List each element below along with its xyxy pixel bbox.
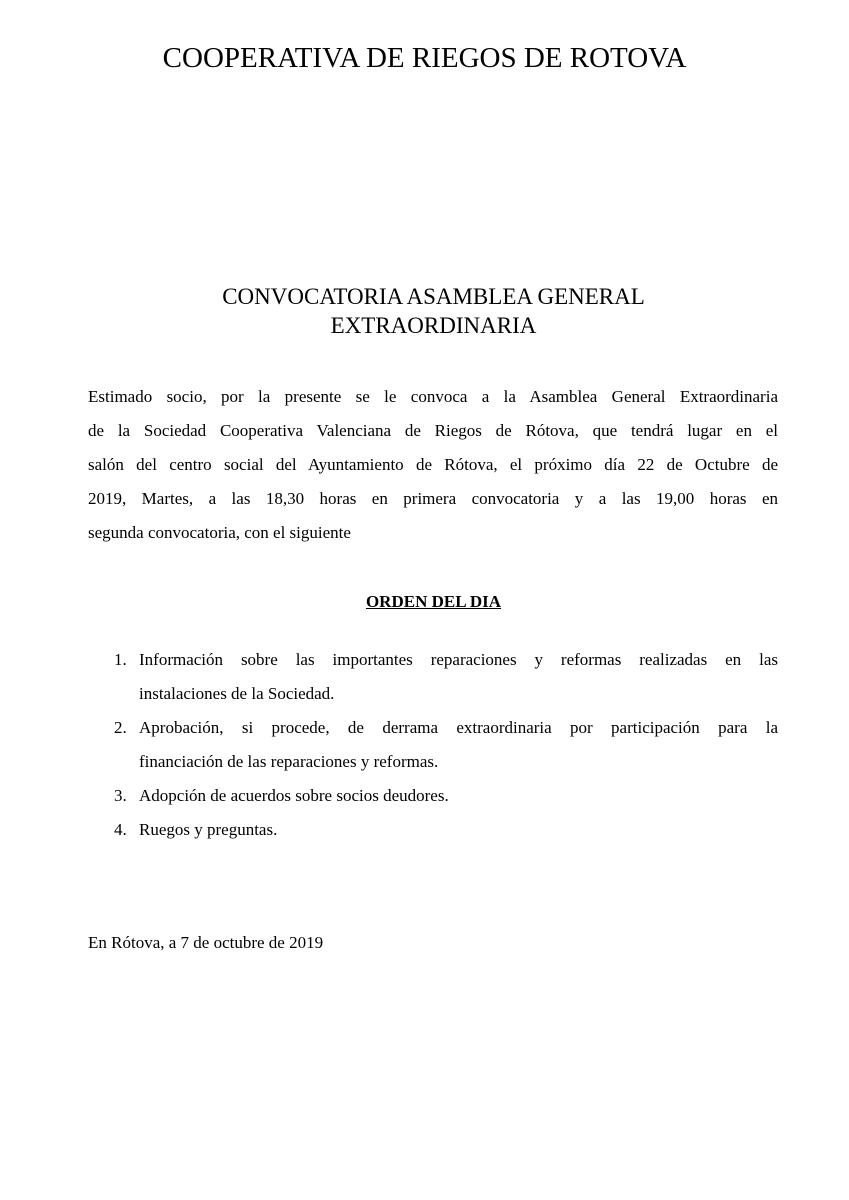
agenda-item-line: Adopción de acuerdos sobre socios deudores. <box>139 786 449 805</box>
agenda-item-text <box>139 779 778 813</box>
agenda-item-number: 4. <box>114 820 127 839</box>
document-title <box>0 282 849 340</box>
agenda-item-number: 2. <box>114 718 127 737</box>
agenda-item <box>88 711 778 779</box>
agenda-item-line: financiación de las reparaciones y reformas. <box>139 752 439 771</box>
agenda-item-text <box>139 813 778 847</box>
agenda-list <box>88 643 778 847</box>
closing-place-date: En Rótova, a 7 de octubre de 2019 <box>88 933 324 952</box>
intro-line: de la Sociedad Cooperativa Valenciana de Riegos de Rótova, que tendrá lugar en el <box>88 421 778 440</box>
agenda-item-line: Aprobación, si procede, de derrama extraordinaria por participación para la <box>139 718 778 737</box>
intro-line: salón del centro social del Ayuntamiento de Rótova, el próximo día 22 de Octubre de <box>88 455 778 474</box>
agenda-item-text <box>139 711 778 779</box>
organization-title: COOPERATIVA DE RIEGOS DE ROTOVA <box>162 42 687 74</box>
agenda-item-number: 1. <box>114 650 127 669</box>
intro-line: segunda convocatoria, con el siguiente <box>88 523 351 542</box>
agenda-item-line: instalaciones de la Sociedad. <box>139 684 335 703</box>
agenda-item <box>88 643 778 711</box>
document-title-line-1: CONVOCATORIA ASAMBLEA GENERAL <box>222 284 645 309</box>
agenda-heading: ORDEN DEL DIA <box>365 592 502 611</box>
intro-line: 2019, Martes, a las 18,30 horas en primera convocatoria y a las 19,00 horas en <box>88 489 778 508</box>
agenda-item-text <box>139 643 778 711</box>
agenda-item <box>88 779 778 813</box>
document-title-line-2: EXTRAORDINARIA <box>330 313 537 338</box>
intro-line: Estimado socio, por la presente se le convoca a la Asamblea General Extraordinaria <box>88 387 778 406</box>
agenda-item <box>88 813 778 847</box>
agenda-item-line: Información sobre las importantes reparaciones y reformas realizadas en las <box>139 650 778 669</box>
agenda-item-line: Ruegos y preguntas. <box>139 820 278 839</box>
intro-paragraph <box>88 380 778 550</box>
agenda-item-number: 3. <box>114 786 127 805</box>
